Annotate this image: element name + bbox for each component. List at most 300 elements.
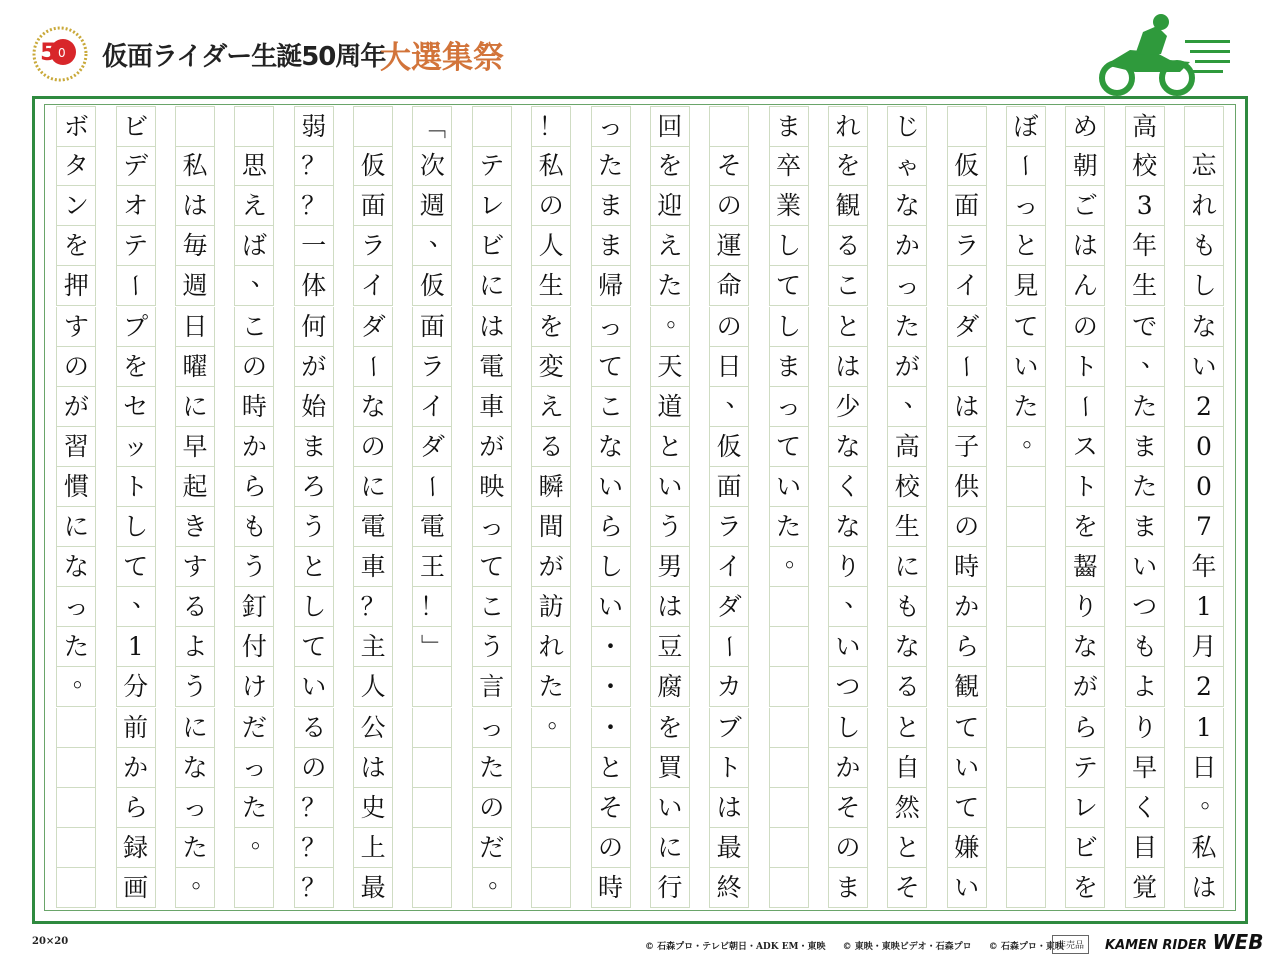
manuscript-cell: 早	[1125, 748, 1165, 788]
manuscript-cell: 、	[412, 226, 452, 266]
manuscript-cell: を	[531, 307, 571, 347]
manuscript-cell: 最	[709, 828, 749, 868]
manuscript-cell: ラ	[412, 347, 452, 387]
manuscript-cell: な	[1065, 627, 1105, 667]
manuscript-cell: た	[591, 146, 631, 186]
manuscript-cell: 電	[472, 347, 512, 387]
manuscript-cell: い	[1184, 347, 1224, 387]
manuscript-cell	[709, 106, 749, 147]
manuscript-cell: た	[887, 307, 927, 347]
manuscript-cell: は	[353, 748, 393, 788]
manuscript-cell: う	[234, 547, 274, 587]
manuscript-cell: 次	[412, 146, 452, 186]
manuscript-cell: 2	[1184, 387, 1224, 427]
manuscript-cell: ま	[591, 226, 631, 266]
manuscript-cell: ？	[353, 587, 393, 627]
manuscript-cell	[769, 868, 809, 908]
manuscript-cell: 一	[294, 226, 334, 266]
logo-text-web: WEB	[1212, 930, 1264, 954]
manuscript-cell: だ	[472, 828, 512, 868]
manuscript-cell: ？	[294, 186, 334, 226]
manuscript-cell	[531, 868, 571, 908]
logo-text-small: KAMEN RIDER	[1105, 938, 1207, 953]
manuscript-cell: ト	[709, 748, 749, 788]
manuscript-cell: い	[947, 868, 987, 908]
manuscript-cell: イ	[412, 387, 452, 427]
manuscript-cell: る	[175, 587, 215, 627]
manuscript-cell: ダ	[709, 587, 749, 627]
50th-anniversary-emblem	[32, 26, 88, 82]
manuscript-cell	[769, 788, 809, 828]
manuscript-cell: う	[650, 507, 690, 547]
manuscript-cell: 、	[116, 587, 156, 627]
manuscript-cell: 豆	[650, 627, 690, 667]
manuscript-cell: を	[1065, 868, 1105, 908]
manuscript-cell: ビ	[1065, 828, 1105, 868]
manuscript-cell: う	[175, 667, 215, 707]
manuscript-cell: 上	[353, 828, 393, 868]
manuscript-cell: ん	[1065, 266, 1105, 306]
manuscript-cell	[412, 667, 452, 707]
manuscript-cell: か	[887, 226, 927, 266]
manuscript-cell: は	[709, 788, 749, 828]
manuscript-cell: い	[769, 467, 809, 507]
manuscript-cell: 卒	[769, 146, 809, 186]
manuscript-cell: っ	[887, 266, 927, 306]
manuscript-cell: て	[294, 627, 334, 667]
manuscript-cell: な	[828, 427, 868, 467]
manuscript-cell: 人	[531, 226, 571, 266]
manuscript-cell	[56, 788, 96, 828]
manuscript-cell: っ	[175, 788, 215, 828]
manuscript-cell: た	[56, 627, 96, 667]
manuscript-cell: い	[828, 627, 868, 667]
manuscript-cell: を	[650, 708, 690, 748]
manuscript-cell: オ	[116, 186, 156, 226]
manuscript-cell: 忘	[1184, 146, 1224, 186]
manuscript-cell: い	[650, 788, 690, 828]
manuscript-cell: で	[1125, 307, 1165, 347]
manuscript-cell: 私	[531, 146, 571, 186]
manuscript-cell: 運	[709, 226, 749, 266]
manuscript-cell: っ	[56, 587, 96, 627]
manuscript-cell: 、	[828, 587, 868, 627]
manuscript-cell: 電	[412, 507, 452, 547]
manuscript-cell: 少	[828, 387, 868, 427]
manuscript-cell: 校	[1125, 146, 1165, 186]
manuscript-cell: て	[769, 427, 809, 467]
manuscript-cell: 電	[353, 507, 393, 547]
manuscript-cell: じ	[887, 106, 927, 147]
manuscript-cell: も	[1125, 627, 1165, 667]
manuscript-cell: の	[947, 507, 987, 547]
manuscript-cell: 私	[1184, 828, 1224, 868]
manuscript-cell: 付	[234, 627, 274, 667]
manuscript-cell: か	[234, 427, 274, 467]
manuscript-cell	[769, 828, 809, 868]
manuscript-cell: 帰	[591, 266, 631, 306]
manuscript-cell: 7	[1184, 507, 1224, 547]
manuscript-cell: 変	[531, 347, 571, 387]
manuscript-cell: テ	[116, 226, 156, 266]
manuscript-cell: そ	[591, 788, 631, 828]
manuscript-cell: 。	[1006, 427, 1046, 467]
manuscript-cell	[1006, 547, 1046, 587]
manuscript-cell: た	[1006, 387, 1046, 427]
manuscript-cell: を	[56, 226, 96, 266]
manuscript-cell: え	[234, 186, 274, 226]
manuscript-cell: が	[1065, 667, 1105, 707]
manuscript-cell: 週	[412, 186, 452, 226]
manuscript-cell: は	[1184, 868, 1224, 908]
manuscript-cell: な	[591, 427, 631, 467]
manuscript-cell: こ	[591, 387, 631, 427]
manuscript-cell: に	[56, 507, 96, 547]
manuscript-cell: て	[769, 266, 809, 306]
manuscript-cell: い	[591, 467, 631, 507]
manuscript-cell: ？	[294, 828, 334, 868]
manuscript-cell: ラ	[353, 226, 393, 266]
manuscript-cell: イ	[709, 547, 749, 587]
manuscript-cell: 嫌	[947, 828, 987, 868]
manuscript-cell: 王	[412, 547, 452, 587]
copyright-3: © 石森プロ・東映	[988, 942, 1064, 952]
manuscript-cell: 校	[887, 467, 927, 507]
manuscript-cell: 映	[472, 467, 512, 507]
manuscript-cell	[769, 627, 809, 667]
manuscript-cell: ま	[769, 347, 809, 387]
manuscript-cell: 最	[353, 868, 393, 908]
manuscript-cell: と	[887, 708, 927, 748]
manuscript-cell: 目	[1125, 828, 1165, 868]
manuscript-cell: の	[709, 186, 749, 226]
manuscript-cell: し	[769, 226, 809, 266]
manuscript-cell: 2	[1184, 667, 1224, 707]
manuscript-cell: 言	[472, 667, 512, 707]
manuscript-cell: そ	[887, 868, 927, 908]
manuscript-cell: ッ	[116, 427, 156, 467]
manuscript-cell: に	[175, 387, 215, 427]
manuscript-cell: 。	[531, 708, 571, 748]
manuscript-cell	[56, 708, 96, 748]
manuscript-cell: し	[591, 547, 631, 587]
manuscript-cell	[531, 828, 571, 868]
manuscript-cell: て	[1006, 307, 1046, 347]
manuscript-cell: 日	[175, 307, 215, 347]
manuscript-cell: ら	[1065, 708, 1105, 748]
manuscript-cell	[769, 708, 809, 748]
manuscript-cell	[353, 106, 393, 147]
manuscript-cell: 面	[353, 186, 393, 226]
manuscript-cell: 腐	[650, 667, 690, 707]
page-subtitle: 大選集祭	[380, 40, 504, 76]
manuscript-cell: 1	[116, 627, 156, 667]
manuscript-cell: と	[294, 547, 334, 587]
manuscript-cell: が	[887, 347, 927, 387]
manuscript-cell: と	[591, 748, 631, 788]
manuscript-cell: プ	[116, 307, 156, 347]
manuscript-cell: 車	[353, 547, 393, 587]
manuscript-cell	[412, 788, 452, 828]
manuscript-cell: つ	[828, 667, 868, 707]
manuscript-cell: 面	[947, 186, 987, 226]
manuscript-cell: ま	[1125, 427, 1165, 467]
manuscript-cell: の	[472, 788, 512, 828]
manuscript-cell: な	[56, 547, 96, 587]
manuscript-cell: ボ	[56, 106, 96, 147]
manuscript-cell: を	[828, 146, 868, 186]
manuscript-cell: ら	[234, 467, 274, 507]
manuscript-cell: も	[887, 587, 927, 627]
manuscript-cell	[412, 828, 452, 868]
manuscript-cell: と	[650, 427, 690, 467]
manuscript-cell: デ	[116, 146, 156, 186]
manuscript-cell: 思	[234, 146, 274, 186]
manuscript-cell: っ	[591, 106, 631, 147]
manuscript-cell: よ	[1125, 667, 1165, 707]
manuscript-cell: に	[353, 467, 393, 507]
manuscript-cell: 仮	[947, 146, 987, 186]
manuscript-cell: ラ	[947, 226, 987, 266]
manuscript-cell	[769, 587, 809, 627]
manuscript-cell: の	[353, 427, 393, 467]
manuscript-cell: い	[1006, 347, 1046, 387]
manuscript-cell: ま	[294, 427, 334, 467]
manuscript-cell: 日	[709, 347, 749, 387]
manuscript-cell: す	[56, 307, 96, 347]
manuscript-cell: え	[650, 226, 690, 266]
manuscript-cell: が	[531, 547, 571, 587]
manuscript-cell: な	[887, 627, 927, 667]
manuscript-cell	[56, 868, 96, 908]
manuscript-cell: こ	[828, 266, 868, 306]
manuscript-cell: の	[828, 828, 868, 868]
manuscript-cell: を	[1065, 507, 1105, 547]
manuscript-cell: 回	[650, 106, 690, 147]
manuscript-cell: の	[709, 307, 749, 347]
manuscript-cell	[1006, 788, 1046, 828]
manuscript-cell: 私	[175, 146, 215, 186]
manuscript-cell: 週	[175, 266, 215, 306]
manuscript-cell: な	[175, 748, 215, 788]
manuscript-cell: ま	[828, 868, 868, 908]
manuscript-cell: 行	[650, 868, 690, 908]
manuscript-cell: い	[1125, 547, 1165, 587]
manuscript-cell: ？	[294, 788, 334, 828]
manuscript-cell: ・	[591, 708, 631, 748]
manuscript-cell: い	[294, 667, 334, 707]
manuscript-cell: テ	[1065, 748, 1105, 788]
manuscript-cell: に	[472, 266, 512, 306]
manuscript-cell: 分	[116, 667, 156, 707]
grid-size-label: 20×20	[32, 936, 69, 947]
manuscript-cell: ラ	[709, 507, 749, 547]
manuscript-cell: ト	[1065, 347, 1105, 387]
manuscript-cell: ー	[353, 347, 393, 387]
manuscript-cell: 0	[1184, 467, 1224, 507]
manuscript-cell: て	[472, 547, 512, 587]
manuscript-cell: 、	[887, 387, 927, 427]
manuscript-cell: て	[947, 708, 987, 748]
manuscript-cell: り	[1065, 587, 1105, 627]
manuscript-cell: 釘	[234, 587, 274, 627]
manuscript-cell: の	[531, 186, 571, 226]
manuscript-cell: た	[1125, 387, 1165, 427]
manuscript-cell: か	[947, 587, 987, 627]
manuscript-cell: 時	[947, 547, 987, 587]
manuscript-cell: ー	[1006, 146, 1046, 186]
page-title: 仮面ライダー生誕50周年	[102, 42, 386, 72]
manuscript-cell: タ	[56, 146, 96, 186]
manuscript-cell: ・	[591, 627, 631, 667]
manuscript-cell	[1006, 828, 1046, 868]
manuscript-cell: う	[472, 627, 512, 667]
manuscript-cell: た	[175, 828, 215, 868]
manuscript-cell: る	[531, 427, 571, 467]
manuscript-cell	[56, 828, 96, 868]
manuscript-cell: た	[472, 748, 512, 788]
manuscript-cell: ト	[116, 467, 156, 507]
manuscript-cell: ー	[412, 467, 452, 507]
manuscript-cell: ー	[947, 347, 987, 387]
manuscript-cell: っ	[1006, 186, 1046, 226]
manuscript-cell: ら	[947, 627, 987, 667]
manuscript-cell: 自	[887, 748, 927, 788]
manuscript-cell: の	[294, 748, 334, 788]
manuscript-cell: は	[1065, 226, 1105, 266]
manuscript-cell: 。	[650, 307, 690, 347]
not-for-sale-badge: 非売品	[1052, 935, 1089, 954]
manuscript-cell: 曜	[175, 347, 215, 387]
manuscript-cell: も	[1184, 226, 1224, 266]
manuscript-cell: っ	[234, 748, 274, 788]
manuscript-cell	[1184, 106, 1224, 147]
manuscript-cell	[472, 106, 512, 147]
manuscript-cell: が	[472, 427, 512, 467]
manuscript-cell: セ	[116, 387, 156, 427]
manuscript-cell: 仮	[412, 266, 452, 306]
manuscript-cell	[1006, 667, 1046, 707]
manuscript-cell: 訪	[531, 587, 571, 627]
manuscript-cell: て	[116, 547, 156, 587]
manuscript-cell: ろ	[294, 467, 334, 507]
manuscript-cell: ダ	[412, 427, 452, 467]
manuscript-cell: 録	[116, 828, 156, 868]
manuscript-cell: ？	[294, 146, 334, 186]
manuscript-cell: ま	[1125, 507, 1165, 547]
manuscript-cell: よ	[175, 627, 215, 667]
manuscript-cell: し	[769, 307, 809, 347]
manuscript-cell: 面	[709, 467, 749, 507]
manuscript-cell: 齧	[1065, 547, 1105, 587]
manuscript-cell: 命	[709, 266, 749, 306]
manuscript-cell: く	[1125, 788, 1165, 828]
manuscript-cell: 3	[1125, 186, 1165, 226]
manuscript-cell: た	[650, 266, 690, 306]
manuscript-cell: と	[887, 828, 927, 868]
manuscript-cell: 年	[1184, 547, 1224, 587]
manuscript-cell	[1006, 467, 1046, 507]
manuscript-cell: た	[234, 788, 274, 828]
manuscript-cell: 生	[531, 266, 571, 306]
svg-text:0: 0	[58, 46, 66, 60]
manuscript-cell: イ	[353, 266, 393, 306]
manuscript-cell: こ	[472, 587, 512, 627]
manuscript-cell: だ	[234, 708, 274, 748]
manuscript-cell: な	[1184, 307, 1224, 347]
manuscript-cell: い	[650, 467, 690, 507]
manuscript-cell: 天	[650, 347, 690, 387]
manuscript-cell: な	[887, 186, 927, 226]
manuscript-cell	[1006, 868, 1046, 908]
manuscript-cell: を	[116, 347, 156, 387]
manuscript-cell: ら	[116, 788, 156, 828]
manuscript-cell: 、	[234, 266, 274, 306]
manuscript-cell	[947, 106, 987, 147]
manuscript-cell: が	[294, 347, 334, 387]
manuscript-cell: て	[947, 788, 987, 828]
manuscript-cell: る	[294, 708, 334, 748]
manuscript-cell: 習	[56, 427, 96, 467]
manuscript-cell: ぼ	[1006, 106, 1046, 147]
manuscript-cell: の	[1065, 307, 1105, 347]
manuscript-cell	[412, 748, 452, 788]
manuscript-cell: 1	[1184, 708, 1224, 748]
manuscript-cell: 史	[353, 788, 393, 828]
manuscript-cell: ！	[531, 106, 571, 147]
manuscript-cell: 覚	[1125, 868, 1165, 908]
manuscript-cell: て	[591, 347, 631, 387]
manuscript-cell: え	[531, 387, 571, 427]
manuscript-cell: に	[175, 708, 215, 748]
manuscript-cell: い	[591, 587, 631, 627]
manuscript-cell: 主	[353, 627, 393, 667]
manuscript-cell: る	[887, 667, 927, 707]
manuscript-cell: も	[234, 507, 274, 547]
manuscript-cell: つ	[1125, 587, 1165, 627]
copyright-notices	[645, 939, 1078, 952]
manuscript-cell: 年	[1125, 226, 1165, 266]
manuscript-cell: 前	[116, 708, 156, 748]
manuscript-cell: る	[828, 226, 868, 266]
manuscript-cell: ま	[769, 106, 809, 147]
manuscript-cell	[234, 868, 274, 908]
manuscript-cell	[1006, 627, 1046, 667]
manuscript-cell: っ	[769, 387, 809, 427]
manuscript-cell: 公	[353, 708, 393, 748]
manuscript-cell: た	[1125, 467, 1165, 507]
manuscript-cell: か	[116, 748, 156, 788]
manuscript-cell: ご	[1065, 186, 1105, 226]
manuscript-cell: か	[828, 748, 868, 788]
manuscript-cell: ？	[294, 868, 334, 908]
manuscript-cell: 高	[887, 427, 927, 467]
manuscript-cell: 。	[769, 547, 809, 587]
manuscript-cell: 早	[175, 427, 215, 467]
manuscript-cell: 買	[650, 748, 690, 788]
manuscript-cell: れ	[1184, 186, 1224, 226]
manuscript-cell: 朝	[1065, 146, 1105, 186]
manuscript-cell: 体	[294, 266, 334, 306]
manuscript-cell: し	[1184, 266, 1224, 306]
manuscript-cell: に	[887, 547, 927, 587]
manuscript-cell: 。	[1184, 788, 1224, 828]
manuscript-cell	[412, 868, 452, 908]
manuscript-cell: 仮	[709, 427, 749, 467]
copyright-1: © 石森プロ・テレビ朝日・ADK EM・東映	[645, 942, 826, 952]
manuscript-cell: ー	[1065, 387, 1105, 427]
manuscript-cell: な	[828, 507, 868, 547]
